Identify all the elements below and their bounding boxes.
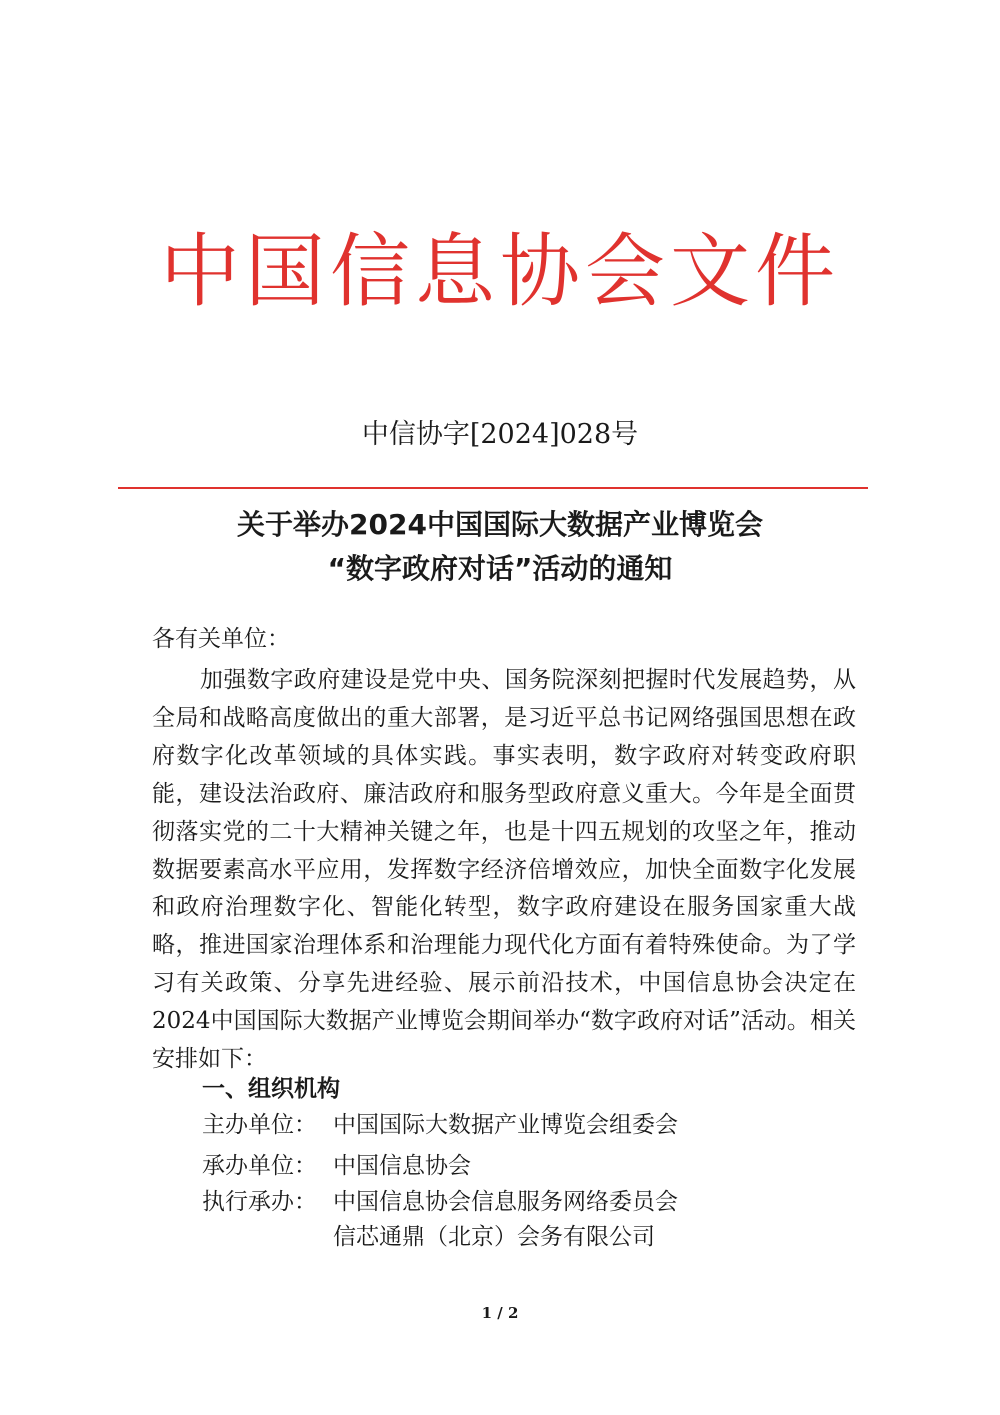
section-heading-organization: 一、组织机构 <box>202 1076 340 1102</box>
host-value: 中国国际大数据产业博览会组委会 <box>333 1112 678 1138</box>
page-number: 1 / 2 <box>481 1304 519 1322</box>
organizer-value: 中国信息协会 <box>333 1153 471 1179</box>
executor-value-2: 信芯通鼎（北京）会务有限公司 <box>333 1224 655 1250</box>
masthead-title: 中国信息协会文件 <box>160 225 840 318</box>
executor-row <box>202 1184 678 1221</box>
red-divider <box>118 487 868 489</box>
document-number: 中信协字[2024]028号 <box>361 419 639 450</box>
body-paragraph: 加强数字政府建设是党中央、国务院深刻把握时代发展趋势，从全局和战略高度做出的重大部署，是习近平总书记网络强国思想在政府数字化改革领域的具体实践。事实表明，数字政府对转变政府职能，建设法治政府、廉洁政府和服务型政府意义重大。今年是全面贯彻落实党的二十大精神关键之年，也是十四五规划的攻坚之年，推动数据要素高水平应用，发挥数字经济倍增效应，加快全面数字化发展和政府治理数字化、智能化转型，数字政府建设在服务国家重大战略，推进国家治理体系和治理能力现代化方面有着特殊使命。为了学习有关政策、分享先进经验、展示前沿技术，中国信息协会决定在2024中国国际大数据产业博览会期间举办“数字政府对话”活动。相关安排如下： <box>152 667 856 1073</box>
host-label: 主办单位： <box>202 1112 317 1138</box>
host-row <box>202 1107 678 1144</box>
executor-value-1: 中国信息协会信息服务网络委员会 <box>333 1189 678 1215</box>
organizer-row <box>202 1148 471 1185</box>
executor-label: 执行承办： <box>202 1189 317 1215</box>
organizer-label: 承办单位： <box>202 1153 317 1179</box>
notice-title-line-1: 关于举办2024中国国际大数据产业博览会 <box>237 508 763 541</box>
notice-title-line-2: “数字政府对话”活动的通知 <box>327 552 673 585</box>
salutation: 各有关单位： <box>152 626 290 652</box>
